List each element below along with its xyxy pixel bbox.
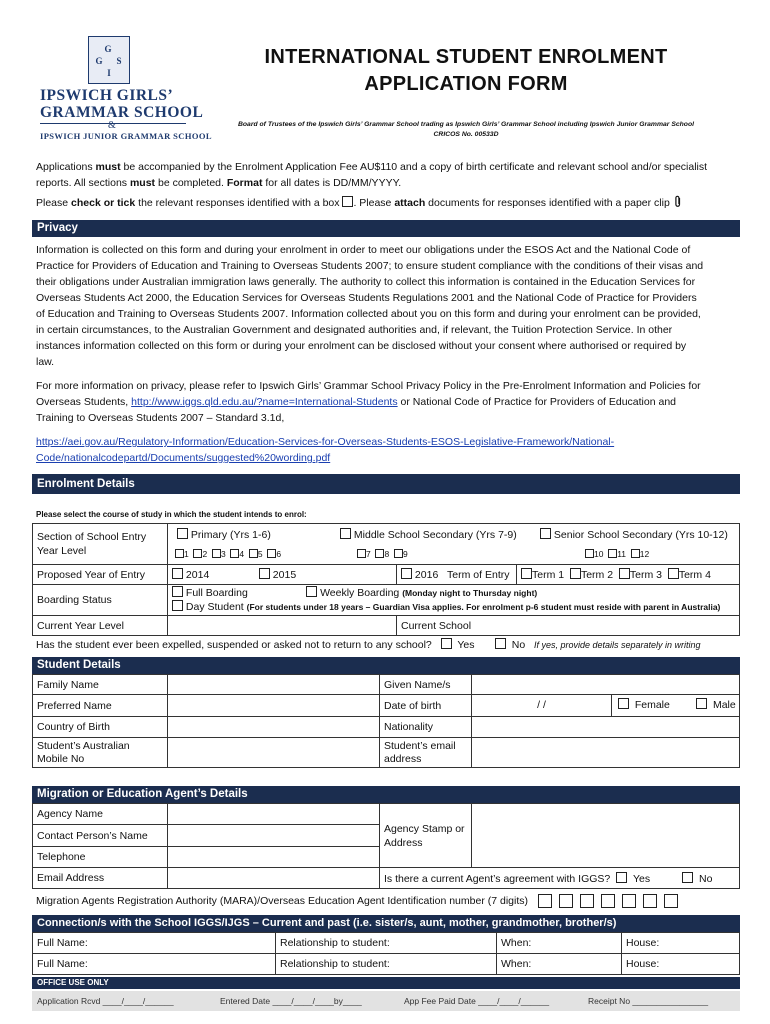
connection-full-name[interactable]: Full Name: — [33, 954, 276, 975]
section-label: Section of School Entry Year Level — [33, 524, 168, 565]
connection-relationship[interactable]: Relationship to student: — [276, 933, 497, 954]
year-checkbox[interactable] — [175, 549, 184, 558]
given-names-label: Given Name/s — [380, 675, 472, 695]
year-checkbox[interactable] — [394, 549, 403, 558]
dob-field[interactable]: / / — [472, 695, 612, 716]
paperclip-icon — [673, 195, 683, 213]
dob-label: Date of birth — [380, 695, 472, 717]
middle-label: Middle School Secondary (Yrs 7-9) — [353, 529, 517, 541]
crest-letter: S — [116, 55, 122, 66]
aei-link[interactable]: https://aei.gov.au/Regulatory-Information/Education-Services-for-Overseas-Students-ESOS-Legislative-Framework/National- Code/nationalcodepartd/Documents/suggested%20wording.pdf — [36, 436, 615, 464]
primary-year-boxes: 1 2 3 4 5 6 — [175, 549, 281, 559]
senior-label: Senior School Secondary (Yrs 10-12) — [553, 529, 728, 541]
middle-checkbox[interactable] — [340, 528, 351, 539]
connections-heading: Connection/s with the School IGGS/IJGS – Current and past (i.e. sister/s, aunt, mother, grandmother, brother/s) — [32, 915, 740, 932]
telephone-label: Telephone — [33, 847, 168, 868]
enrolment-heading: Enrolment Details — [32, 474, 740, 494]
year-checkbox[interactable] — [585, 549, 594, 558]
family-name-field[interactable] — [168, 675, 380, 695]
instructions-paragraph: Please check or tick the relevant responses identified with a box . Please attach documents for responses identified with a paper clip — [36, 195, 736, 213]
connection-house[interactable]: House: — [622, 933, 740, 954]
weekly-boarding-checkbox[interactable] — [306, 586, 317, 597]
year-checkbox[interactable] — [267, 549, 276, 558]
school-amp: & — [108, 120, 116, 131]
full-boarding-checkbox[interactable] — [172, 586, 183, 597]
mara-digit-box[interactable] — [622, 894, 636, 908]
year-2016-cell: 2016 Term of Entry — [397, 565, 517, 585]
agency-name-label: Agency Name — [33, 804, 168, 825]
privacy-more-info: For more information on privacy, please refer to Ipswich Girls’ Grammar School Privacy Policy in the Pre-Enrolment Information and Policies for Overseas Students, http://www.iggs.qld.edu.au/?name=International-Students or National Code of Practice for Providers of Education and Training to Overseas Students 2007 – Standard 3.1d, — [36, 380, 701, 424]
family-name-label: Family Name — [33, 675, 168, 695]
given-names-field[interactable] — [472, 675, 740, 695]
current-school-label: Current School — [401, 619, 472, 632]
term-3-checkbox[interactable] — [619, 568, 630, 579]
expelled-question: Has the student ever been expelled, suspended or asked not to return to any school? Yes No If yes, provide details separately in writing — [36, 639, 701, 651]
agreement-yes-checkbox[interactable] — [616, 872, 627, 883]
crest-letter: G — [104, 43, 112, 54]
year-checkbox[interactable] — [608, 549, 617, 558]
connection-relationship[interactable]: Relationship to student: — [276, 954, 497, 975]
current-year-label: Current Year Level — [33, 616, 168, 636]
mara-digit-box[interactable] — [559, 894, 573, 908]
student-email-label: Student’s email address — [380, 738, 472, 768]
agency-stamp-field[interactable] — [472, 804, 740, 868]
telephone-field[interactable] — [168, 847, 380, 868]
agency-stamp-label: Agency Stamp or Address — [380, 804, 472, 868]
spacer — [33, 768, 168, 788]
cricos-number: CRICOS No. 00533D — [433, 131, 499, 138]
term-4-checkbox[interactable] — [668, 568, 679, 579]
agency-name-field[interactable] — [168, 804, 380, 825]
year-checkbox[interactable] — [357, 549, 366, 558]
student-table — [32, 674, 740, 788]
agent-table — [32, 803, 740, 889]
connection-when[interactable]: When: — [497, 933, 622, 954]
board-line1: Board of Trustees of the Ipswich Girls’ Grammar School trading as Ipswich Girls’ Grammar School including Ipswich Junior Grammar School — [238, 121, 694, 128]
intro-paragraph: Applications must be accompanied by the Enrolment Application Fee AU$110 and a copy of birth certificate and relevant school and/or specialist reports. All sections must be completed. Format for all dates is DD/MM/YYYY. — [36, 161, 708, 189]
day-student-checkbox[interactable] — [172, 600, 183, 611]
female-checkbox[interactable] — [618, 698, 629, 709]
school-crest — [88, 36, 130, 84]
mara-digit-box[interactable] — [643, 894, 657, 908]
term-label: Term of Entry — [447, 569, 510, 581]
agent-heading: Migration or Education Agent’s Details — [32, 786, 740, 803]
mobile-label: Student’s Australian Mobile No — [33, 738, 168, 768]
example-checkbox-icon — [342, 196, 353, 207]
entered-date-field[interactable]: Entered Date ____/____/____by____ — [220, 996, 362, 1006]
page-title — [206, 44, 726, 98]
student-email-field[interactable] — [472, 738, 740, 768]
term-2-checkbox[interactable] — [570, 568, 581, 579]
office-use-heading: OFFICE USE ONLY — [32, 977, 740, 989]
nationality-label: Nationality — [380, 717, 472, 738]
primary-label: Primary (Yrs 1-6) — [190, 529, 271, 541]
boarding-options: Full Boarding Weekly Boarding (Monday night to Thursday night) Day Student (For students under 18 years – Guardian Visa applies. For enrolment p-6 student must reside with parent in Australia) — [168, 585, 740, 616]
country-field[interactable] — [168, 717, 380, 738]
iggs-link[interactable]: http://www.iggs.qld.edu.au/?name=International-Students — [131, 396, 398, 408]
preferred-name-field[interactable] — [168, 695, 380, 717]
male-checkbox[interactable] — [696, 698, 707, 709]
year-2016-checkbox[interactable] — [401, 568, 412, 579]
year-2014-checkbox[interactable] — [172, 568, 183, 579]
senior-checkbox[interactable] — [540, 528, 551, 539]
agent-email-field[interactable] — [168, 868, 380, 889]
crest-letter: I — [107, 67, 111, 78]
application-received-field[interactable]: Application Rcvd ____/____/______ — [37, 996, 174, 1006]
mara-digit-box[interactable] — [538, 894, 552, 908]
title-line2: APPLICATION FORM — [364, 73, 568, 95]
student-heading: Student Details — [32, 657, 740, 674]
expelled-no-checkbox[interactable] — [495, 638, 506, 649]
contact-person-field[interactable] — [168, 825, 380, 847]
agent-email-label: Email Address — [33, 868, 168, 889]
primary-checkbox[interactable] — [177, 528, 188, 539]
term-options: Term 1 Term 2 Term 3 Term 4 — [517, 565, 740, 585]
mara-row — [36, 891, 678, 911]
nationality-field[interactable] — [472, 717, 740, 738]
connections-table — [32, 932, 740, 975]
year-2015-checkbox[interactable] — [259, 568, 270, 579]
school-name — [40, 87, 203, 121]
crest-letter: G — [95, 55, 103, 66]
mara-digit-box[interactable] — [664, 894, 678, 908]
mobile-field[interactable] — [168, 738, 380, 768]
junior-school-name: IPSWICH JUNIOR GRAMMAR SCHOOL — [40, 131, 212, 141]
current-school-field[interactable] — [397, 616, 740, 636]
mara-digit-box[interactable] — [601, 894, 615, 908]
enrolment-table — [32, 523, 740, 636]
agreement-no-checkbox[interactable] — [682, 872, 693, 883]
enrolment-instruction: Please select the course of study in which the student intends to enrol: — [36, 510, 307, 519]
senior-year-boxes: 10 11 12 — [585, 549, 649, 559]
connection-full-name[interactable]: Full Name: — [33, 933, 276, 954]
year-options: 2014 2015 — [168, 565, 397, 585]
middle-year-boxes: 7 8 9 — [357, 549, 408, 559]
preferred-name-label: Preferred Name — [33, 695, 168, 717]
mara-label: Migration Agents Registration Authority (MARA)/Overseas Education Agent Identification number (7 digits) — [36, 895, 528, 907]
privacy-text: Information is collected on this form and during your enrolment in order to meet our obligations under the ESOS Act and the National Code of Practice for Providers of Education and Training to Overseas Students 2007; to ensure student compliance with the conditions of their visas and their obligations under Australian immigration laws generally. The authority to collect this information is contained in the Education Services for Overseas Students Act 2000, the Education Services for Overseas Students Regulations 2001 and the National Code of Practice for Providers of Education and Training to Overseas Students 2007. Information collected about you on this form and during your enrolment can be provided, in certain circumstances, to the Australian Government and designated authorities and, if relevant, the Tuition Protection Service. In other instances information collected on this form or during your enrolment can be disclosed without your consent where authorised or required by law. — [36, 244, 704, 368]
boarding-label: Boarding Status — [33, 585, 168, 616]
privacy-heading: Privacy — [32, 220, 740, 237]
section-options — [168, 524, 740, 565]
proposed-year-label: Proposed Year of Entry — [33, 565, 168, 585]
year-checkbox[interactable] — [249, 549, 258, 558]
expelled-yes-checkbox[interactable] — [441, 638, 452, 649]
dob-gender-cell: / / Female Male — [472, 695, 740, 717]
office-use-row — [32, 991, 740, 1011]
country-label: Country of Birth — [33, 717, 168, 738]
title-line1: INTERNATIONAL STUDENT ENROLMENT — [264, 46, 668, 68]
current-year-field[interactable] — [168, 616, 397, 636]
receipt-no-field[interactable]: Receipt No ________________ — [588, 996, 709, 1006]
agreement-cell: Is there a current Agent’s agreement with IGGS? Yes No — [380, 868, 740, 889]
year-checkbox[interactable] — [212, 549, 221, 558]
school-name-line1: IPSWICH GIRLS’ — [40, 87, 174, 104]
connection-house[interactable]: House: — [622, 954, 740, 975]
board-text — [206, 120, 726, 140]
fee-paid-field[interactable]: App Fee Paid Date ____/____/______ — [404, 996, 550, 1006]
connection-when[interactable]: When: — [497, 954, 622, 975]
mara-digit-box[interactable] — [580, 894, 594, 908]
school-name-line2: GRAMMAR SCHOOL — [40, 104, 204, 121]
spacer — [168, 768, 740, 788]
term-1-checkbox[interactable] — [521, 568, 532, 579]
contact-person-label: Contact Person’s Name — [33, 825, 168, 847]
year-checkbox[interactable] — [631, 549, 640, 558]
